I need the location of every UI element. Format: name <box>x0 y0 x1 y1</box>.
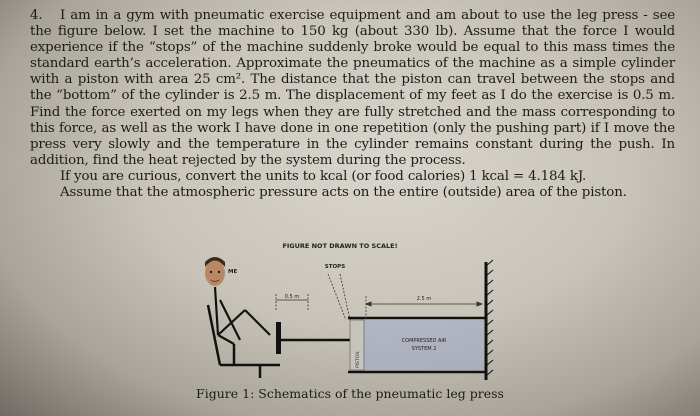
cylinder <box>348 262 486 380</box>
piston <box>350 320 364 370</box>
air-label-line1: COMPRESSED AIR <box>401 338 447 344</box>
problem-text <box>30 8 675 201</box>
person-head <box>205 257 225 286</box>
me-label: ME <box>228 269 238 275</box>
problem-paragraph-3: Assume that the atmospheric pressure acts on the entire (outside) area of the piston. <box>60 185 627 201</box>
person-body <box>215 287 270 344</box>
figure-caption: Figure 1: Schematics of the pneumatic leg press <box>196 386 504 401</box>
stops-marker <box>328 274 350 320</box>
press-plate <box>276 322 350 354</box>
problem-paragraph-1: 4. I am in a gym with pneumatic exercise equipment and am about to use the leg press - see the figure below. I set the machine to 150 kg (about 330 lb). Assume that the force I would experience if the “stops” of the machine suddenly broke would be equal to this mass times the standard earth’s acceleration. Approximate the pneumatics of the machine as a simple cylinder with a piston with area 25 cm². The distance that the piston can travel between the stops and the “bottom” of the cylinder is 2.5 m. The displacement of my feet as I do the exercise is 0.5 m. Find the force exerted on my legs when they are fully stretched and the mass corresponding to this force, as well as the work I have done in one repetition (only the pushing part) if I move the press very slowly and the temperature in the cylinder remains constant during the push. In addition, find the heat rejected by the system during the process. <box>30 8 675 168</box>
piston-label: PISTON <box>356 351 361 368</box>
problem-number: 4. <box>30 8 43 23</box>
problem-paragraph-2: If you are curious, convert the units to kcal (or food calories) 1 kcal = 4.184 kJ. <box>60 168 587 184</box>
leg-press-figure <box>190 240 510 390</box>
leg-press-schematic <box>190 240 510 390</box>
seat-frame <box>208 305 280 378</box>
stops-label: STOPS <box>324 264 346 270</box>
displacement-label: 0.5 m <box>284 294 300 300</box>
figure-heading: FIGURE NOT DRAWN TO SCALE! <box>282 242 398 250</box>
travel-label: 2.5 m <box>416 296 432 302</box>
air-label-line2: SYSTEM 2 <box>411 346 437 352</box>
